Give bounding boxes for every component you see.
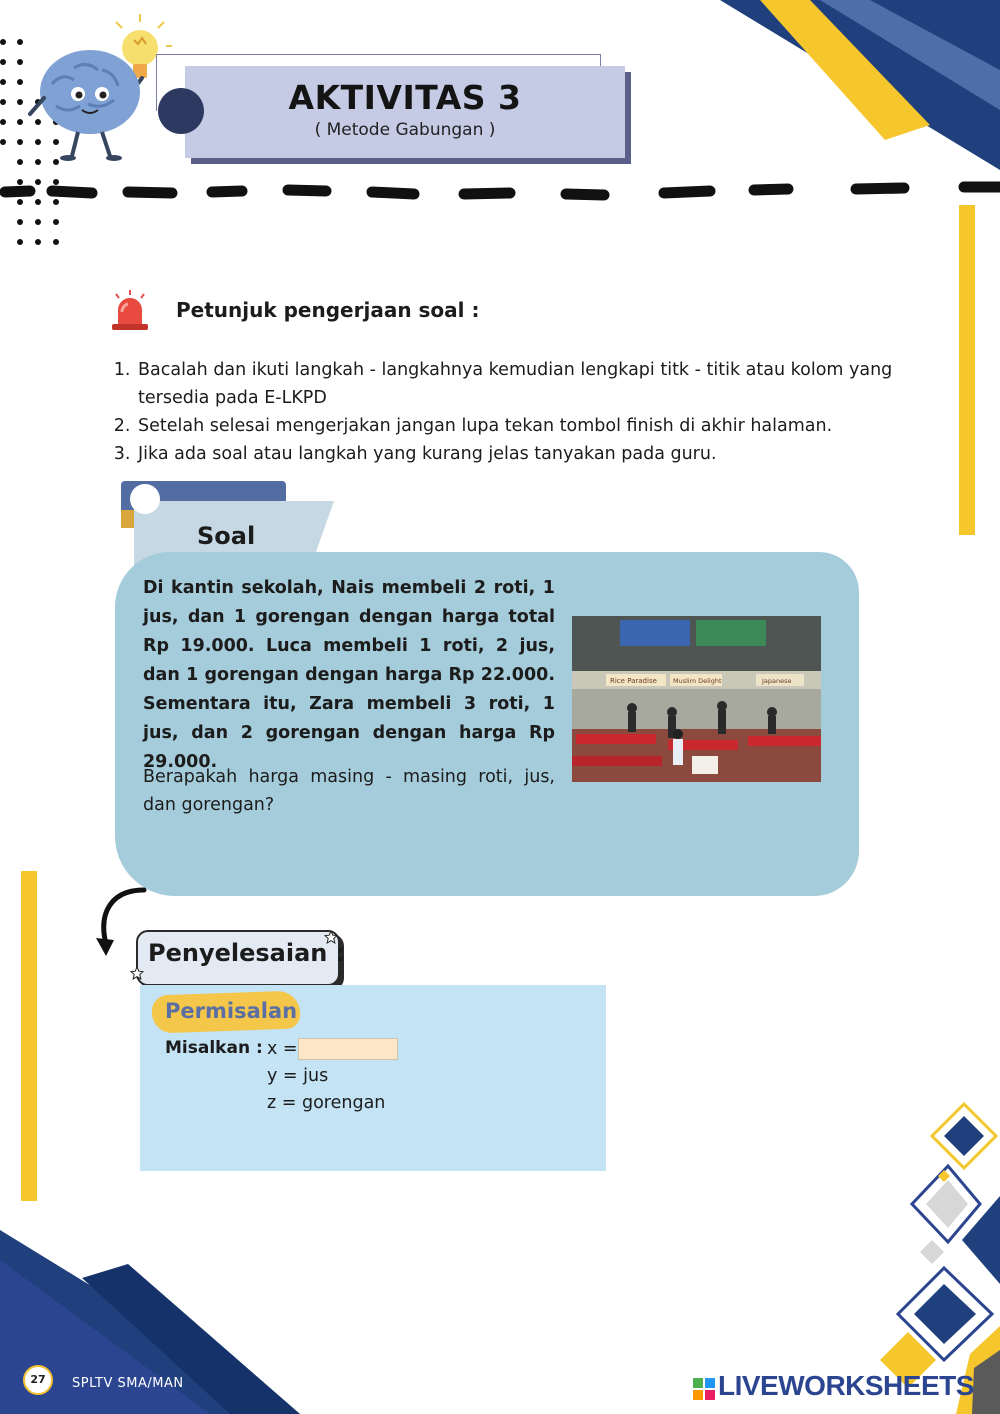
- instructions-heading: Petunjuk pengerjaan soal :: [176, 298, 480, 322]
- brain-mascot-icon: [22, 14, 172, 164]
- liveworksheets-logo-icon: [693, 1378, 715, 1400]
- photo-sign-3: Japanese: [762, 677, 792, 685]
- liveworksheets-brand[interactable]: LIVEWORKSHEETS: [718, 1370, 974, 1401]
- star-icon: [130, 966, 144, 980]
- instructions-list: [116, 356, 936, 468]
- instruction-item: 2. Setelah selesai mengerjakan jangan lupa tekan tombol finish di akhir halaman.: [136, 412, 936, 440]
- x-variable-label: x =: [267, 1039, 298, 1059]
- bottom-right-decoration: [860, 1100, 1000, 1414]
- misalkan-label: Misalkan :: [165, 1038, 263, 1058]
- x-variable-input[interactable]: [298, 1038, 398, 1060]
- photo-sign-2: Muslim Delight: [673, 677, 722, 685]
- soal-circle-decoration: [130, 484, 160, 514]
- instruction-item: 1. Bacalah dan ikuti langkah - langkahnya kemudian lengkapi titk - titik atau kolom yang tersedia pada E-LKPD: [136, 356, 936, 412]
- page-title: AKTIVITAS 3: [288, 78, 522, 117]
- y-variable-line: y = jus: [267, 1066, 329, 1086]
- z-variable-line: z = gorengan: [267, 1093, 386, 1113]
- permisalan-label: Permisalan: [165, 999, 298, 1023]
- soal-label: Soal: [197, 522, 256, 550]
- soal-tab-edge-decoration: [121, 510, 135, 528]
- page-subtitle: ( Metode Gabungan ): [314, 120, 496, 140]
- footer-text: SPLTV SMA/MAN: [72, 1376, 184, 1391]
- photo-sign-1: Rice Paradise: [610, 677, 657, 685]
- canteen-photo: [572, 616, 821, 782]
- page-number: 27: [23, 1365, 53, 1395]
- problem-text: Di kantin sekolah, Nais membeli 2 roti, 1 jus, dan 1 gorengan dengan harga total Rp 19.000. Luca membeli 1 roti, 2 jus, dan 1 gorengan dengan harga Rp 22.000. Sementara itu, Zara membeli 3 roti, 1 jus, dan 2 gorengan dengan harga Rp 29.000.: [143, 578, 555, 772]
- question-text: Berapakah harga masing - masing roti, jus, dan gorengan?: [143, 767, 555, 815]
- dashed-divider: [0, 176, 1000, 206]
- instruction-item: 3. Jika ada soal atau langkah yang kurang jelas tanyakan pada guru.: [136, 440, 936, 468]
- top-right-decoration: [700, 0, 1000, 180]
- left-yellow-bar: [21, 871, 37, 1201]
- bell-icon: [106, 288, 154, 336]
- right-yellow-bar: [959, 205, 975, 535]
- solution-label: Penyelesaian :: [148, 939, 346, 967]
